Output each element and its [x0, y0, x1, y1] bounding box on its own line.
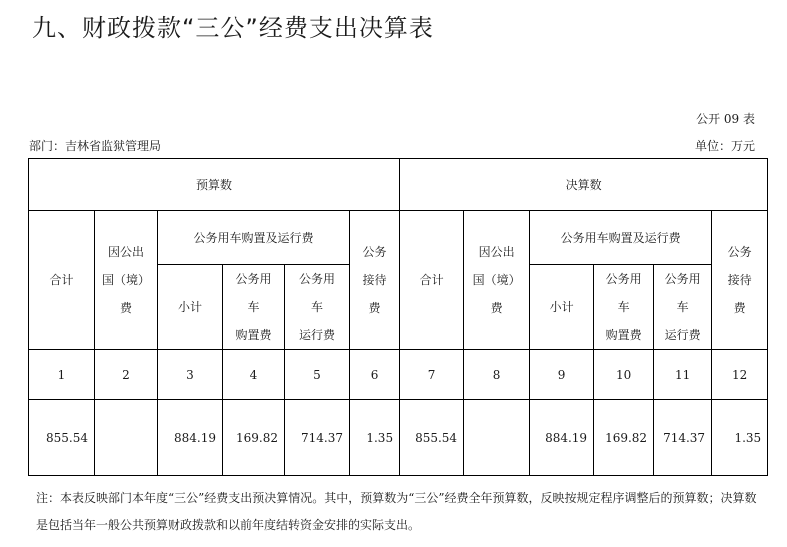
- col-number: 7: [400, 350, 464, 400]
- col-number: 8: [464, 350, 530, 400]
- final-abroad-header: 因公出 国（境） 费: [464, 211, 530, 350]
- column-number-row: [29, 350, 768, 400]
- final-purchase-value: 169.82: [594, 400, 654, 476]
- budget-subtotal-header: 小计: [158, 265, 223, 350]
- department-label: 部门：吉林省监狱管理局: [29, 139, 162, 153]
- budget-header: 预算数: [29, 159, 400, 211]
- form-number: 公开 09 表: [696, 112, 755, 126]
- col-number: 6: [350, 350, 400, 400]
- final-operation-value: 714.37: [654, 400, 712, 476]
- final-reception-header: 公务 接待 费: [712, 211, 768, 350]
- col-number: 12: [712, 350, 768, 400]
- col-number: 2: [95, 350, 158, 400]
- budget-reception-value: 1.35: [350, 400, 400, 476]
- budget-vehicle-subtotal-value: 884.19: [158, 400, 223, 476]
- budget-purchase-value: 169.82: [223, 400, 285, 476]
- final-subtotal-header: 小计: [530, 265, 594, 350]
- budget-abroad-value: [95, 400, 158, 476]
- col-number: 3: [158, 350, 223, 400]
- final-header: 决算数: [400, 159, 768, 211]
- budget-operation-value: 714.37: [285, 400, 350, 476]
- budget-total-header: 合计: [29, 211, 95, 350]
- final-vehicle-subtotal-value: 884.19: [530, 400, 594, 476]
- col-number: 9: [530, 350, 594, 400]
- budget-purchase-header: 公务用 车 购置费: [223, 265, 285, 350]
- col-number: 10: [594, 350, 654, 400]
- budget-total-value: 855.54: [29, 400, 95, 476]
- page-title: 九、财政拨款“三公”经费支出决算表: [32, 14, 434, 42]
- value-row: [29, 400, 768, 476]
- table-note: 注：本表反映部门本年度“三公”经费支出预决算情况。其中，预算数为“三公”经费全年预算数，反映按规定程序调整后的预算数；决算数是包括当年一般公共预算财政拨款和以前年度结转资金安排的实际支出。: [36, 491, 757, 532]
- final-total-value: 855.54: [400, 400, 464, 476]
- final-abroad-value: [464, 400, 530, 476]
- expenditure-table: [28, 158, 768, 476]
- final-vehicle-header: 公务用车购置及运行费: [530, 211, 712, 265]
- budget-vehicle-header: 公务用车购置及运行费: [158, 211, 350, 265]
- col-number: 4: [223, 350, 285, 400]
- final-total-header: 合计: [400, 211, 464, 350]
- budget-operation-header: 公务用 车 运行费: [285, 265, 350, 350]
- col-number: 11: [654, 350, 712, 400]
- col-number: 5: [285, 350, 350, 400]
- budget-abroad-header: 因公出 国（境） 费: [95, 211, 158, 350]
- final-purchase-header: 公务用 车 购置费: [594, 265, 654, 350]
- budget-reception-header: 公务 接待 费: [350, 211, 400, 350]
- final-operation-header: 公务用 车 运行费: [654, 265, 712, 350]
- unit-label: 单位：万元: [694, 139, 755, 153]
- col-number: 1: [29, 350, 95, 400]
- final-reception-value: 1.35: [712, 400, 768, 476]
